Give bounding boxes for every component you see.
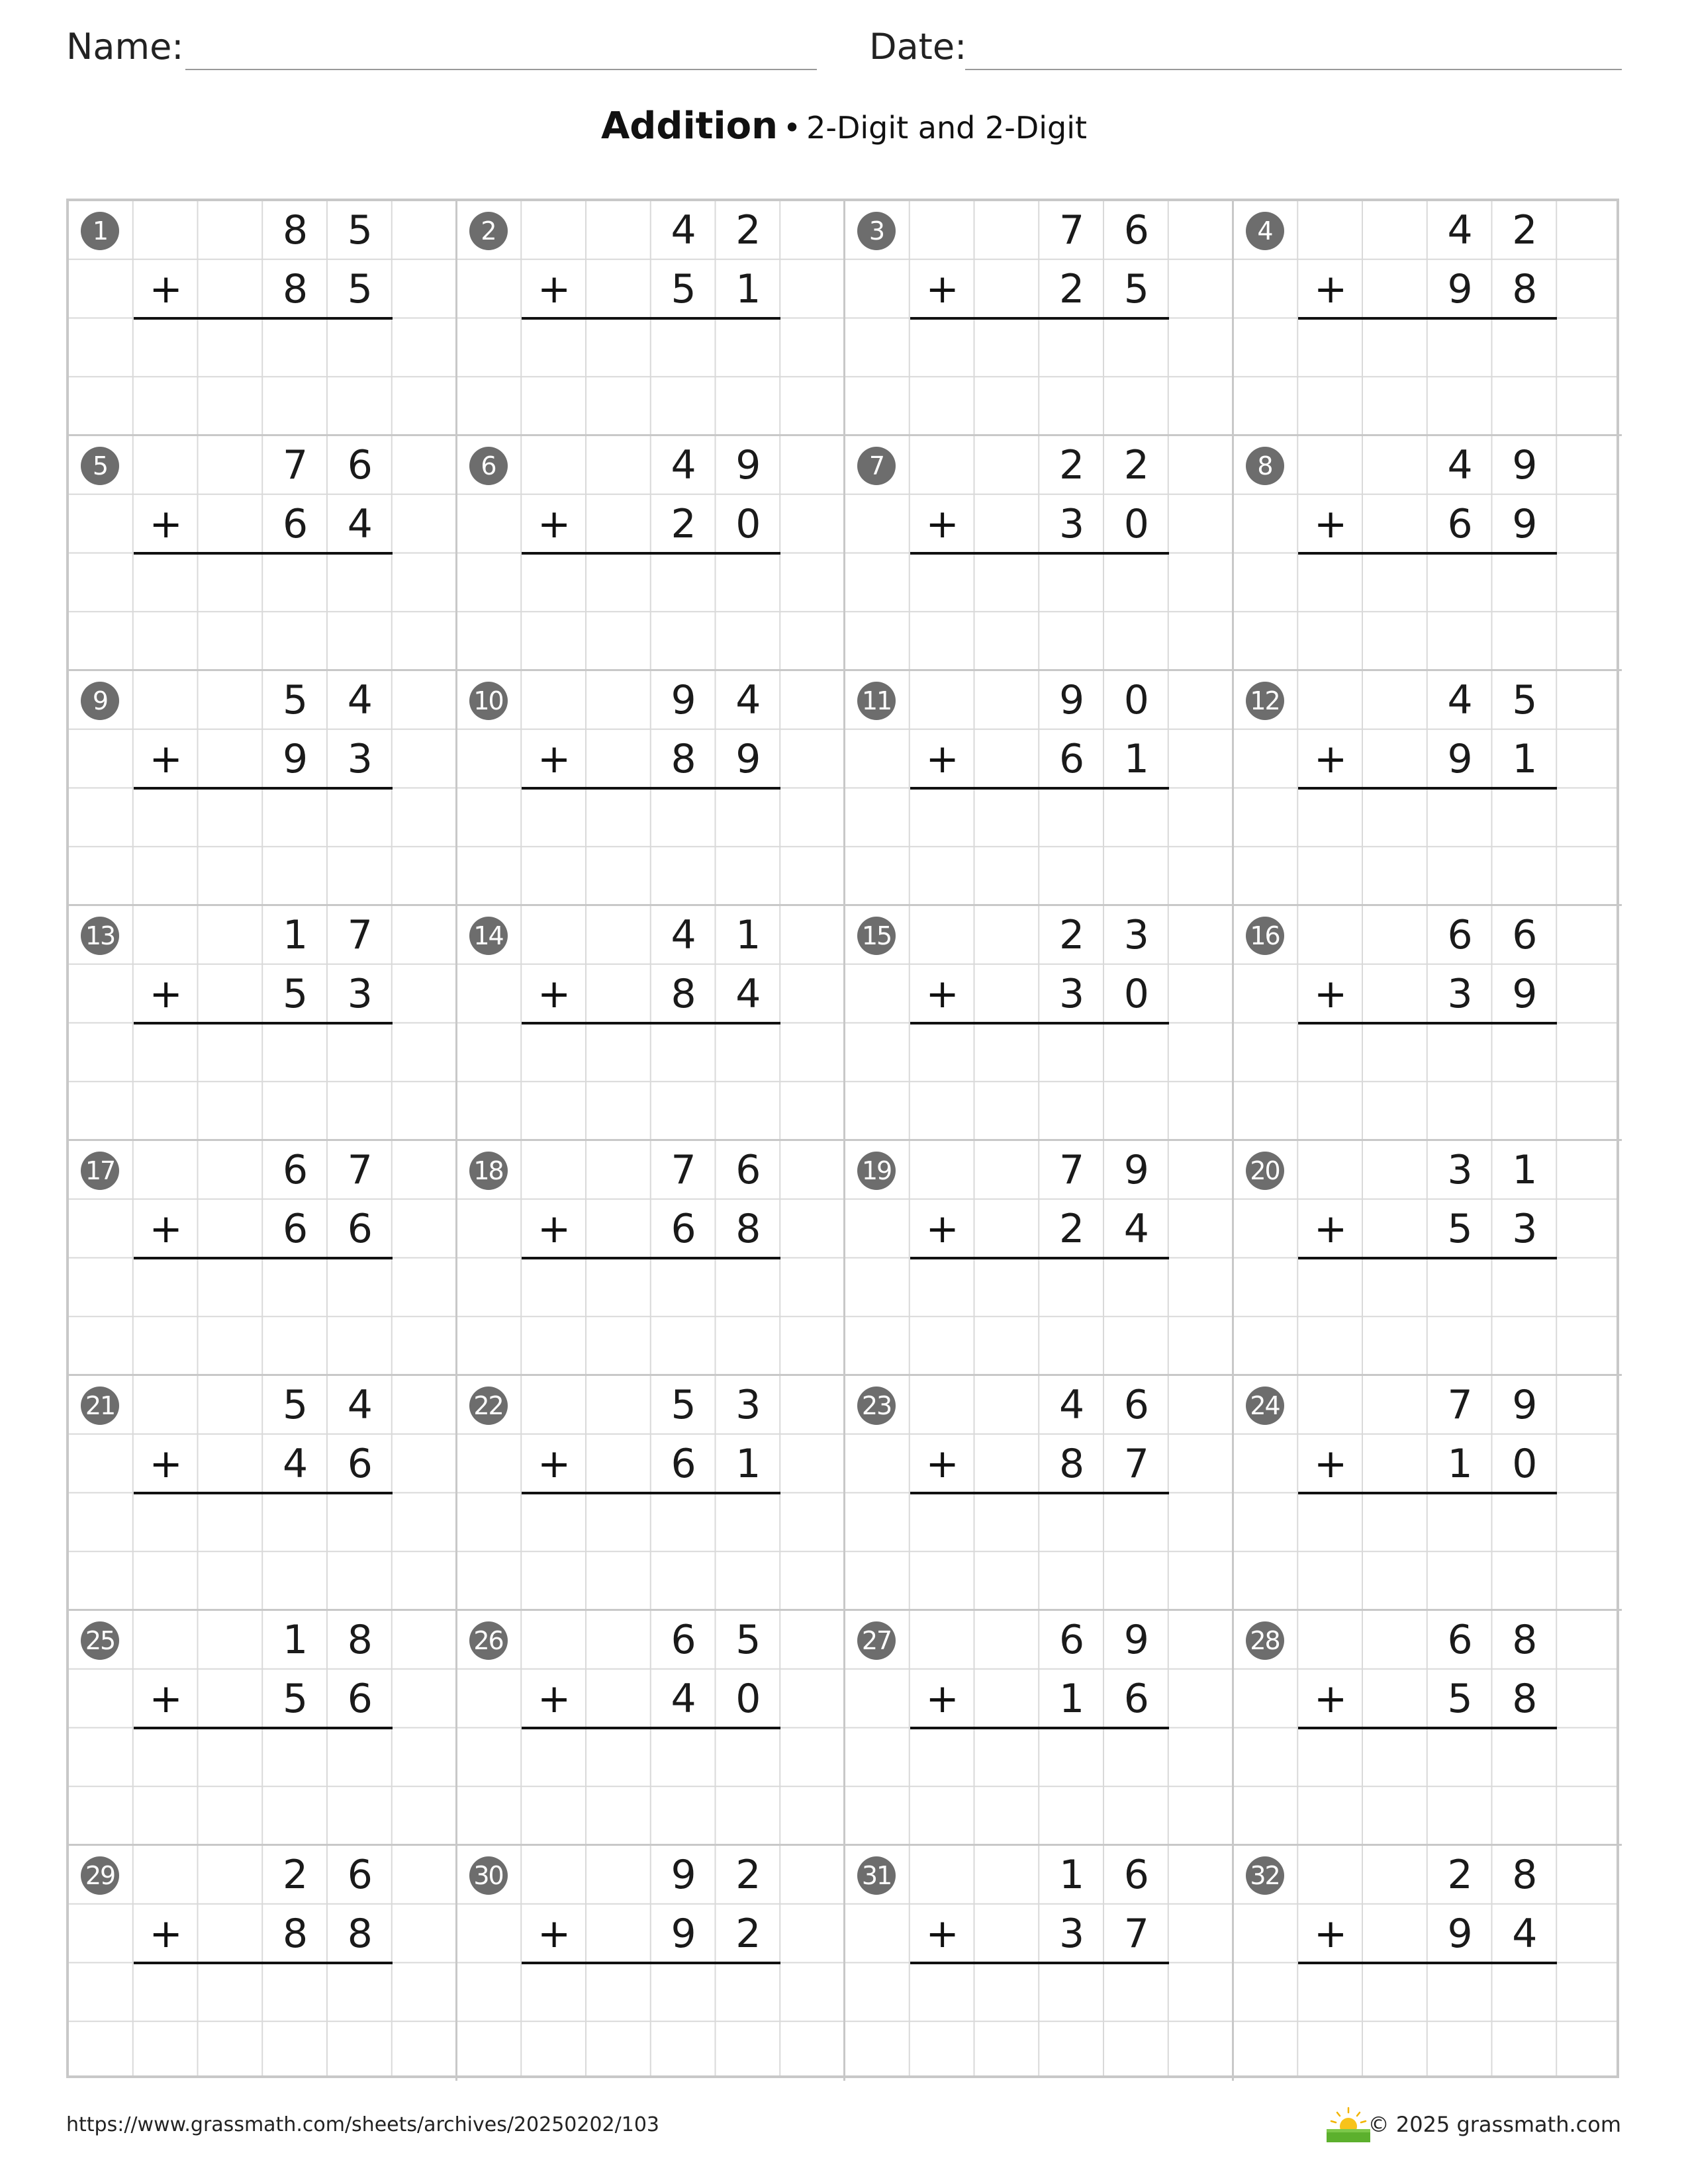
plus-sign: +	[1313, 1440, 1348, 1487]
answer-line	[1298, 1727, 1557, 1729]
bottom-tens-digit: 9	[283, 735, 308, 782]
answer-line	[134, 1492, 393, 1494]
bottom-tens-digit: 6	[671, 1440, 696, 1487]
subtitle-text: 2-Digit and 2-Digit	[806, 110, 1088, 146]
answer-line	[910, 1492, 1169, 1494]
top-ones-digit: 7	[347, 1147, 373, 1193]
problem-12	[1234, 671, 1622, 906]
bottom-tens-digit: 6	[283, 500, 308, 547]
bottom-ones-digit: 6	[347, 1675, 373, 1722]
answer-line	[522, 787, 780, 790]
top-tens-digit: 6	[1447, 912, 1473, 958]
problem-number-badge: 7	[857, 447, 896, 485]
top-ones-digit: 9	[735, 442, 761, 488]
plus-sign: +	[925, 1675, 959, 1722]
problem-number-badge: 2	[469, 212, 508, 250]
top-ones-digit: 2	[1512, 207, 1538, 253]
date-line	[965, 69, 1622, 70]
plus-sign: +	[925, 1440, 959, 1487]
date-label: Date:	[869, 26, 967, 68]
answer-line	[134, 1727, 393, 1729]
problem-number-badge: 15	[857, 917, 896, 955]
top-tens-digit: 8	[283, 207, 308, 253]
date-field[interactable]	[869, 24, 1622, 70]
bottom-ones-digit: 0	[1123, 970, 1149, 1017]
problem-20	[1234, 1141, 1622, 1376]
bottom-tens-digit: 8	[283, 265, 308, 312]
answer-line	[134, 552, 393, 555]
problem-number-badge: 31	[857, 1856, 896, 1895]
problem-number-badge: 12	[1246, 682, 1284, 720]
problem-number-badge: 4	[1246, 212, 1284, 250]
answer-line	[910, 1022, 1169, 1024]
problem-30	[457, 1846, 846, 2081]
problem-15	[845, 906, 1234, 1141]
top-ones-digit: 1	[1512, 1147, 1538, 1193]
answer-line	[910, 552, 1169, 555]
top-tens-digit: 9	[1059, 677, 1085, 723]
plus-sign: +	[149, 1205, 183, 1252]
plus-sign: +	[149, 735, 183, 782]
problem-7	[845, 436, 1234, 671]
bottom-ones-digit: 9	[735, 735, 761, 782]
problem-number-badge: 19	[857, 1152, 896, 1190]
bottom-ones-digit: 6	[1123, 1675, 1149, 1722]
problem-number-badge: 6	[469, 447, 508, 485]
problem-28	[1234, 1611, 1622, 1846]
answer-line	[1298, 317, 1557, 320]
top-tens-digit: 6	[671, 1617, 696, 1663]
footer-copyright: © 2025 grassmath.com	[1368, 2112, 1621, 2137]
problem-number-badge: 25	[81, 1621, 119, 1660]
top-ones-digit: 6	[1512, 912, 1538, 958]
problem-32	[1234, 1846, 1622, 2081]
bottom-tens-digit: 4	[671, 1675, 696, 1722]
plus-sign: +	[1313, 970, 1348, 1017]
problem-number-badge: 1	[81, 212, 119, 250]
bottom-tens-digit: 1	[1447, 1440, 1473, 1487]
plus-sign: +	[925, 265, 959, 312]
answer-line	[522, 1257, 780, 1259]
problem-number-badge: 24	[1246, 1387, 1284, 1425]
top-tens-digit: 2	[1059, 912, 1085, 958]
bottom-tens-digit: 8	[283, 1910, 308, 1957]
bottom-ones-digit: 3	[347, 970, 373, 1017]
bottom-tens-digit: 1	[1059, 1675, 1085, 1722]
top-tens-digit: 7	[283, 442, 308, 488]
bottom-tens-digit: 3	[1059, 500, 1085, 547]
plus-sign: +	[925, 1205, 959, 1252]
bottom-tens-digit: 2	[671, 500, 696, 547]
top-ones-digit: 3	[1123, 912, 1149, 958]
problem-number-badge: 10	[469, 682, 508, 720]
top-ones-digit: 6	[1123, 1382, 1149, 1428]
bottom-ones-digit: 8	[735, 1205, 761, 1252]
top-tens-digit: 4	[1447, 442, 1473, 488]
problem-number-badge: 8	[1246, 447, 1284, 485]
bottom-ones-digit: 4	[735, 970, 761, 1017]
answer-line	[1298, 1492, 1557, 1494]
top-ones-digit: 6	[347, 442, 373, 488]
top-ones-digit: 4	[347, 677, 373, 723]
plus-sign: +	[537, 265, 571, 312]
bottom-ones-digit: 0	[1123, 500, 1149, 547]
problem-number-badge: 3	[857, 212, 896, 250]
bottom-tens-digit: 5	[671, 265, 696, 312]
top-tens-digit: 7	[1059, 207, 1085, 253]
problem-number-badge: 9	[81, 682, 119, 720]
answer-line	[522, 1492, 780, 1494]
problem-1	[69, 201, 457, 436]
plus-sign: +	[1313, 1205, 1348, 1252]
bottom-ones-digit: 6	[347, 1205, 373, 1252]
problem-29	[69, 1846, 457, 2081]
problem-number-badge: 20	[1246, 1152, 1284, 1190]
answer-line	[522, 1022, 780, 1024]
problem-25	[69, 1611, 457, 1846]
problem-number-badge: 14	[469, 917, 508, 955]
bottom-tens-digit: 2	[1059, 265, 1085, 312]
problem-4	[1234, 201, 1622, 436]
answer-line	[522, 317, 780, 320]
problem-8	[1234, 436, 1622, 671]
plus-sign: +	[1313, 1675, 1348, 1722]
answer-line	[1298, 552, 1557, 555]
bottom-ones-digit: 8	[347, 1910, 373, 1957]
top-ones-digit: 2	[735, 1852, 761, 1898]
top-tens-digit: 6	[1059, 1617, 1085, 1663]
plus-sign: +	[1313, 265, 1348, 312]
top-tens-digit: 7	[1447, 1382, 1473, 1428]
top-tens-digit: 4	[671, 207, 696, 253]
answer-line	[1298, 1257, 1557, 1259]
top-ones-digit: 5	[1512, 677, 1538, 723]
plus-sign: +	[537, 1205, 571, 1252]
bottom-tens-digit: 8	[1059, 1440, 1085, 1487]
problem-19	[845, 1141, 1234, 1376]
problem-number-badge: 21	[81, 1387, 119, 1425]
bottom-ones-digit: 7	[1123, 1910, 1149, 1957]
bottom-tens-digit: 6	[671, 1205, 696, 1252]
plus-sign: +	[537, 1910, 571, 1957]
worksheet-title	[0, 105, 1688, 148]
plus-sign: +	[1313, 500, 1348, 547]
answer-line	[1298, 1022, 1557, 1024]
problem-number-badge: 26	[469, 1621, 508, 1660]
plus-sign: +	[537, 1675, 571, 1722]
bottom-tens-digit: 5	[1447, 1675, 1473, 1722]
problem-5	[69, 436, 457, 671]
problem-2	[457, 201, 846, 436]
top-ones-digit: 4	[347, 1382, 373, 1428]
top-tens-digit: 2	[1447, 1852, 1473, 1898]
bottom-ones-digit: 1	[1123, 735, 1149, 782]
plus-sign: +	[537, 970, 571, 1017]
problem-number-badge: 17	[81, 1152, 119, 1190]
answer-line	[910, 1727, 1169, 1729]
bottom-ones-digit: 4	[347, 500, 373, 547]
bottom-tens-digit: 2	[1059, 1205, 1085, 1252]
top-tens-digit: 1	[283, 912, 308, 958]
answer-line	[910, 1962, 1169, 1964]
problem-number-badge: 30	[469, 1856, 508, 1895]
plus-sign: +	[1313, 735, 1348, 782]
name-line	[185, 69, 817, 70]
top-ones-digit: 7	[347, 912, 373, 958]
answer-line	[910, 787, 1169, 790]
plus-sign: +	[925, 735, 959, 782]
answer-line	[910, 1257, 1169, 1259]
problem-number-badge: 22	[469, 1387, 508, 1425]
top-ones-digit: 6	[1123, 1852, 1149, 1898]
answer-line	[134, 1257, 393, 1259]
plus-sign: +	[149, 1910, 183, 1957]
top-ones-digit: 9	[1512, 1382, 1538, 1428]
bottom-ones-digit: 5	[1123, 265, 1149, 312]
answer-line	[1298, 787, 1557, 790]
problem-number-badge: 11	[857, 682, 896, 720]
top-tens-digit: 1	[1059, 1852, 1085, 1898]
name-label: Name:	[66, 26, 184, 68]
top-tens-digit: 4	[671, 442, 696, 488]
plus-sign: +	[537, 500, 571, 547]
problem-13	[69, 906, 457, 1141]
bottom-tens-digit: 9	[1447, 1910, 1473, 1957]
name-field[interactable]	[66, 24, 817, 70]
problem-number-badge: 23	[857, 1387, 896, 1425]
bottom-ones-digit: 7	[1123, 1440, 1149, 1487]
bottom-ones-digit: 1	[735, 1440, 761, 1487]
top-ones-digit: 2	[735, 207, 761, 253]
problem-number-badge: 18	[469, 1152, 508, 1190]
problem-number-badge: 13	[81, 917, 119, 955]
top-tens-digit: 7	[1059, 1147, 1085, 1193]
answer-line	[134, 787, 393, 790]
bottom-ones-digit: 0	[1512, 1440, 1538, 1487]
top-tens-digit: 6	[283, 1147, 308, 1193]
problem-number-badge: 16	[1246, 917, 1284, 955]
problem-grid	[66, 199, 1619, 2078]
problem-number-badge: 28	[1246, 1621, 1284, 1660]
bottom-tens-digit: 6	[283, 1205, 308, 1252]
answer-line	[522, 1727, 780, 1729]
bottom-ones-digit: 8	[1512, 1675, 1538, 1722]
top-tens-digit: 4	[1447, 677, 1473, 723]
problem-23	[845, 1376, 1234, 1611]
problem-number-badge: 27	[857, 1621, 896, 1660]
top-tens-digit: 5	[283, 1382, 308, 1428]
top-ones-digit: 9	[1123, 1617, 1149, 1663]
top-tens-digit: 9	[671, 1852, 696, 1898]
bottom-tens-digit: 6	[1059, 735, 1085, 782]
bottom-tens-digit: 5	[283, 1675, 308, 1722]
bottom-tens-digit: 6	[1447, 500, 1473, 547]
top-ones-digit: 4	[735, 677, 761, 723]
problem-17	[69, 1141, 457, 1376]
bottom-tens-digit: 5	[283, 970, 308, 1017]
bottom-tens-digit: 3	[1059, 1910, 1085, 1957]
bottom-tens-digit: 4	[283, 1440, 308, 1487]
problem-16	[1234, 906, 1622, 1141]
top-tens-digit: 9	[671, 677, 696, 723]
top-ones-digit: 8	[1512, 1617, 1538, 1663]
bottom-tens-digit: 3	[1059, 970, 1085, 1017]
bottom-ones-digit: 2	[735, 1910, 761, 1957]
plus-sign: +	[1313, 1910, 1348, 1957]
problem-18	[457, 1141, 846, 1376]
plus-sign: +	[149, 500, 183, 547]
bottom-ones-digit: 4	[1123, 1205, 1149, 1252]
top-ones-digit: 6	[1123, 207, 1149, 253]
problem-11	[845, 671, 1234, 906]
top-ones-digit: 8	[1512, 1852, 1538, 1898]
problem-22	[457, 1376, 846, 1611]
plus-sign: +	[925, 1910, 959, 1957]
top-ones-digit: 2	[1123, 442, 1149, 488]
answer-line	[134, 1022, 393, 1024]
sun-over-grass-icon	[1324, 2107, 1373, 2144]
problem-31	[845, 1846, 1234, 2081]
top-tens-digit: 4	[1059, 1382, 1085, 1428]
top-ones-digit: 9	[1123, 1147, 1149, 1193]
bottom-ones-digit: 0	[735, 500, 761, 547]
bottom-tens-digit: 3	[1447, 970, 1473, 1017]
bottom-ones-digit: 5	[347, 265, 373, 312]
title-text: Addition	[600, 105, 778, 148]
bottom-ones-digit: 9	[1512, 970, 1538, 1017]
problem-26	[457, 1611, 846, 1846]
bottom-tens-digit: 9	[671, 1910, 696, 1957]
problem-21	[69, 1376, 457, 1611]
problem-10	[457, 671, 846, 906]
top-tens-digit: 2	[283, 1852, 308, 1898]
top-ones-digit: 3	[735, 1382, 761, 1428]
problem-number-badge: 5	[81, 447, 119, 485]
top-ones-digit: 9	[1512, 442, 1538, 488]
bottom-ones-digit: 0	[735, 1675, 761, 1722]
answer-line	[522, 552, 780, 555]
bottom-ones-digit: 3	[1512, 1205, 1538, 1252]
bottom-ones-digit: 9	[1512, 500, 1538, 547]
top-ones-digit: 1	[735, 912, 761, 958]
answer-line	[1298, 1962, 1557, 1964]
bottom-ones-digit: 8	[1512, 265, 1538, 312]
top-ones-digit: 6	[735, 1147, 761, 1193]
bottom-tens-digit: 8	[671, 735, 696, 782]
bottom-ones-digit: 4	[1512, 1910, 1538, 1957]
bottom-ones-digit: 6	[347, 1440, 373, 1487]
answer-line	[134, 1962, 393, 1964]
answer-line	[910, 317, 1169, 320]
top-ones-digit: 5	[735, 1617, 761, 1663]
bottom-tens-digit: 5	[1447, 1205, 1473, 1252]
top-tens-digit: 5	[283, 677, 308, 723]
bottom-ones-digit: 1	[1512, 735, 1538, 782]
problem-27	[845, 1611, 1234, 1846]
top-tens-digit: 7	[671, 1147, 696, 1193]
plus-sign: +	[537, 1440, 571, 1487]
top-tens-digit: 2	[1059, 442, 1085, 488]
title-separator: •	[782, 110, 802, 146]
bottom-ones-digit: 3	[347, 735, 373, 782]
bottom-tens-digit: 9	[1447, 735, 1473, 782]
plus-sign: +	[149, 970, 183, 1017]
plus-sign: +	[925, 970, 959, 1017]
footer-url: https://www.grassmath.com/sheets/archives/20250202/103	[66, 2113, 660, 2136]
top-tens-digit: 4	[1447, 207, 1473, 253]
top-tens-digit: 5	[671, 1382, 696, 1428]
bottom-tens-digit: 9	[1447, 265, 1473, 312]
problem-9	[69, 671, 457, 906]
problem-number-badge: 32	[1246, 1856, 1284, 1895]
plus-sign: +	[537, 735, 571, 782]
plus-sign: +	[149, 265, 183, 312]
problem-14	[457, 906, 846, 1141]
plus-sign: +	[925, 500, 959, 547]
plus-sign: +	[149, 1440, 183, 1487]
top-tens-digit: 1	[283, 1617, 308, 1663]
plus-sign: +	[149, 1675, 183, 1722]
top-ones-digit: 6	[347, 1852, 373, 1898]
top-tens-digit: 3	[1447, 1147, 1473, 1193]
answer-line	[134, 317, 393, 320]
top-ones-digit: 5	[347, 207, 373, 253]
problem-3	[845, 201, 1234, 436]
problem-24	[1234, 1376, 1622, 1611]
top-tens-digit: 6	[1447, 1617, 1473, 1663]
top-tens-digit: 4	[671, 912, 696, 958]
top-ones-digit: 0	[1123, 677, 1149, 723]
top-ones-digit: 8	[347, 1617, 373, 1663]
answer-line	[522, 1962, 780, 1964]
bottom-tens-digit: 8	[671, 970, 696, 1017]
problem-number-badge: 29	[81, 1856, 119, 1895]
problem-6	[457, 436, 846, 671]
bottom-ones-digit: 1	[735, 265, 761, 312]
